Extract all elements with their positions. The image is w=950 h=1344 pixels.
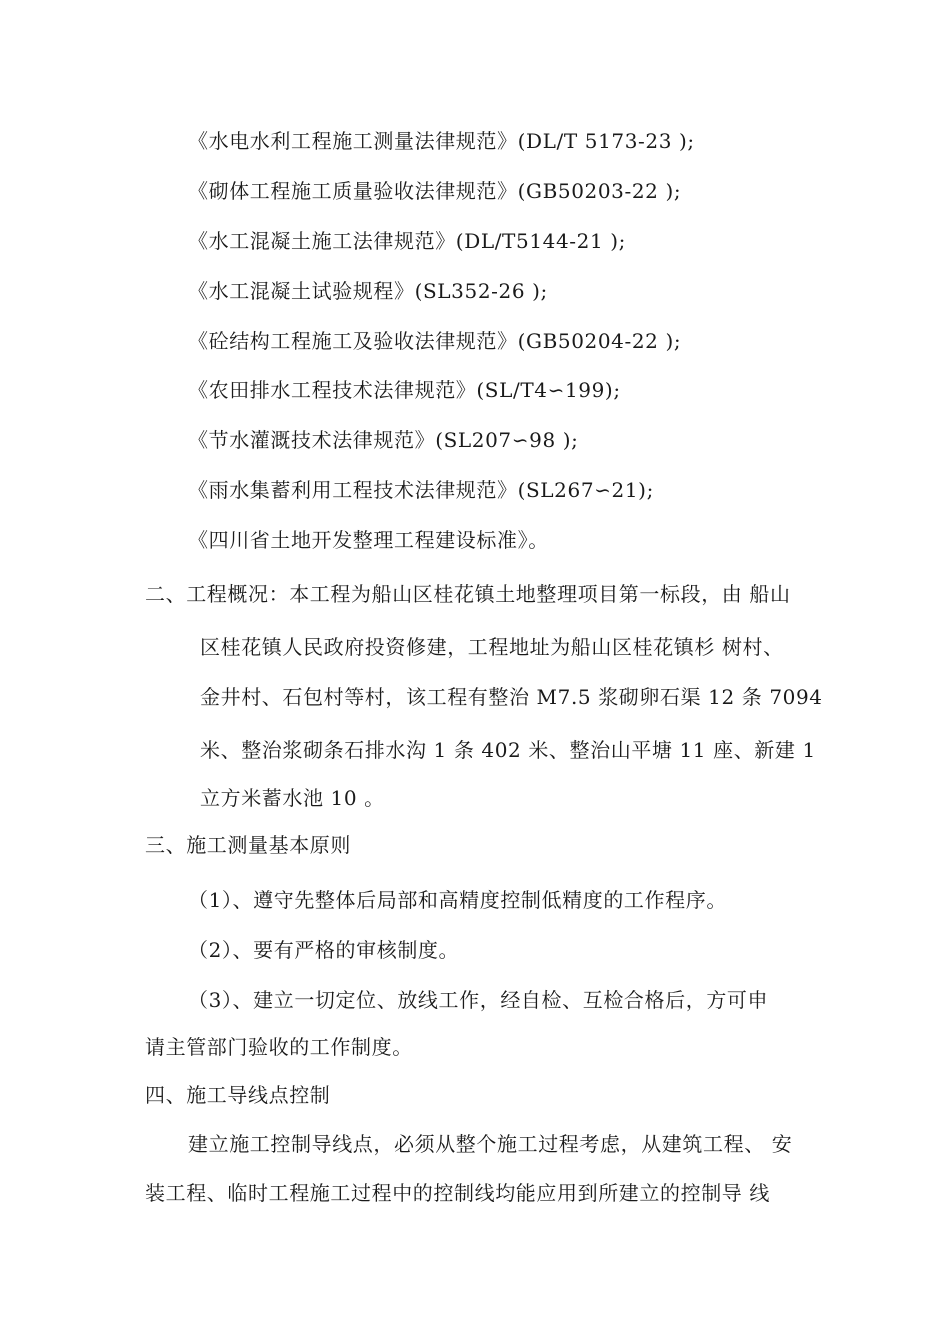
reference-item: 《水工混凝土施工法律规范》(DL/T5144-21 );: [188, 229, 627, 253]
section4-body-line: 建立施工控制导线点，必须从整个施工过程考虑，从建筑工程、 安: [188, 1132, 793, 1156]
section3-body-line: （2）、要有严格的审核制度。: [188, 938, 460, 962]
reference-item: 《水工混凝土试验规程》(SL352-26 );: [188, 279, 548, 303]
reference-item: 《雨水集蓄利用工程技术法律规范》(SL267∽21);: [188, 478, 654, 502]
section3-heading: 三、施工测量基本原则: [145, 833, 351, 857]
section4-body-line: 装工程、临时工程施工过程中的控制线均能应用到所建立的控制导 线: [145, 1181, 770, 1205]
section2-body-line: 区桂花镇人民政府投资修建，工程地址为船山区桂花镇杉 树村、: [200, 635, 784, 659]
reference-item: 《四川省土地开发整理工程建设标准》。: [188, 528, 549, 552]
reference-item: 《砌体工程施工质量验收法律规范》(GB50203-22 );: [188, 179, 682, 203]
section2-body-line: 立方米蓄水池 10 。: [200, 786, 385, 810]
section2-body-line: 米、整治浆砌条石排水沟 1 条 402 米、整治山平塘 11 座、新建 1: [200, 738, 816, 762]
section3-body-line: （1）、遵守先整体后局部和高精度控制低精度的工作程序。: [188, 888, 727, 912]
reference-item: 《节水灌溉技术法律规范》(SL207∽98 );: [188, 428, 579, 452]
section4-heading: 四、施工导线点控制: [145, 1083, 331, 1107]
reference-item: 《砼结构工程施工及验收法律规范》(GB50204-22 );: [188, 329, 682, 353]
section2-heading-line: 二、工程概况：本工程为船山区桂花镇土地整理项目第一标段，由 船山: [145, 582, 791, 606]
section2-body-line: 金井村、石包村等村，该工程有整治 M7.5 浆砌卵石渠 12 条 7094: [200, 685, 823, 709]
section3-body-line: （3）、建立一切定位、放线工作，经自检、互检合格后，方可申: [188, 988, 769, 1012]
section3-body-line: 请主管部门验收的工作制度。: [145, 1035, 413, 1059]
reference-item: 《水电水利工程施工测量法律规范》(DL/T 5173-23 );: [188, 129, 695, 153]
reference-item: 《农田排水工程技术法律规范》(SL/T4∽199);: [188, 378, 621, 402]
